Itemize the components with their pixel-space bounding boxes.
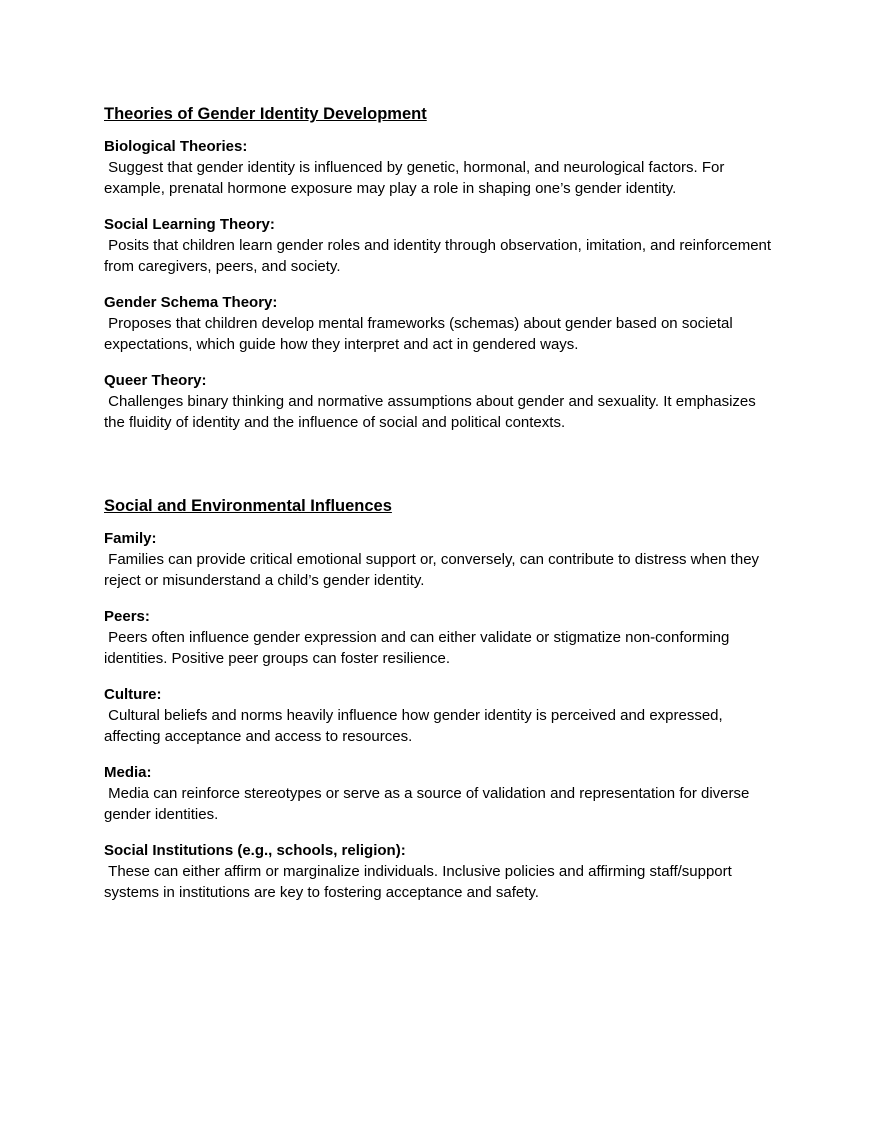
entry-heading: Social Learning Theory:: [104, 216, 275, 233]
entry-body: Media can reinforce stereotypes or serve as a source of validation and representation for diverse gender identities.: [104, 785, 754, 823]
entry-heading: Family:: [104, 530, 157, 547]
section-theories: [104, 102, 780, 433]
section-title: Theories of Gender Identity Development: [104, 105, 427, 123]
entry-heading: Biological Theories:: [104, 138, 248, 155]
entry-media: [104, 762, 780, 825]
entry-body: Peers often influence gender expression and can either validate or stigmatize non-conforming identities. Positive peer groups can foster resilience.: [104, 629, 734, 667]
entry-body: Cultural beliefs and norms heavily influence how gender identity is perceived and expressed, affecting acceptance and access to resources.: [104, 707, 727, 745]
entry-heading: Peers:: [104, 608, 150, 625]
entry-heading: Social Institutions (e.g., schools, religion):: [104, 842, 406, 859]
entry-social-learning-theory: [104, 214, 780, 277]
section-influences: [104, 494, 780, 903]
entry-queer-theory: [104, 370, 780, 433]
entry-culture: [104, 684, 780, 747]
section-spacer: [104, 448, 780, 494]
entry-social-institutions: [104, 840, 780, 903]
entry-body: These can either affirm or marginalize individuals. Inclusive policies and affirming staff/support systems in institutions are key to fostering acceptance and safety.: [104, 863, 736, 901]
document-page: [104, 102, 780, 918]
entry-biological-theories: [104, 136, 780, 199]
entry-heading: Queer Theory:: [104, 372, 207, 389]
entry-heading: Culture:: [104, 686, 162, 703]
entry-body: Challenges binary thinking and normative assumptions about gender and sexuality. It emphasizes the fluidity of identity and the influence of social and political contexts.: [104, 393, 760, 431]
entry-body: Suggest that gender identity is influenced by genetic, hormonal, and neurological factors. For example, prenatal hormone exposure may play a role in shaping one’s gender identity.: [104, 159, 729, 197]
entry-heading: Media:: [104, 764, 152, 781]
entry-family: [104, 528, 780, 591]
entry-body: Posits that children learn gender roles and identity through observation, imitation, and reinforcement from caregivers, peers, and society.: [104, 237, 776, 275]
entry-gender-schema-theory: [104, 292, 780, 355]
entry-peers: [104, 606, 780, 669]
entry-body: Proposes that children develop mental frameworks (schemas) about gender based on societal expectations, which guide how they interpret and act in gendered ways.: [104, 315, 737, 353]
entry-heading: Gender Schema Theory:: [104, 294, 278, 311]
entry-body: Families can provide critical emotional support or, conversely, can contribute to distress when they reject or misunderstand a child’s gender identity.: [104, 551, 764, 589]
section-title: Social and Environmental Influences: [104, 497, 392, 515]
